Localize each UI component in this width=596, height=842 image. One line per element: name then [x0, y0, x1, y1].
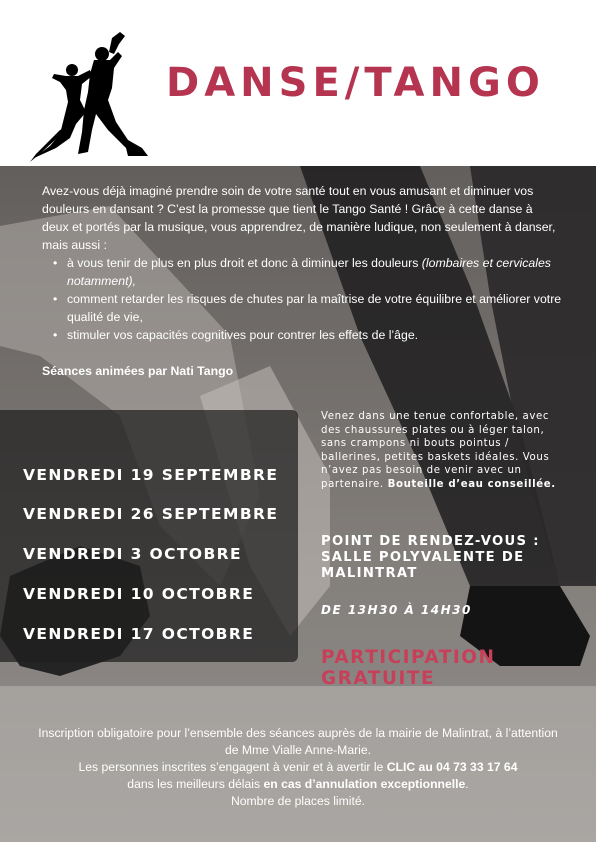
intro-text [42, 182, 562, 344]
commitment-prefix: Les personnes inscrites s’engagent à venir et à avertir le [78, 760, 387, 774]
dress-code-text: Venez dans une tenue confortable, avec des chaussures plates ou à léger talon, sans crampons ni bouts pointus / ballerines, petites baskets idéales. Vous n’avez pas besoin de venir avec un partenaire. [321, 411, 550, 490]
benefits-list [67, 254, 562, 344]
session-date: VENDREDI 26 SEPTEMBRE [23, 505, 279, 523]
animators-line: Séances animées par Nati Tango [42, 364, 234, 378]
tango-couple-silhouette-icon [30, 30, 152, 162]
cancellation-suffix: . [465, 777, 469, 791]
session-date: VENDREDI 10 OCTOBRE [23, 585, 255, 603]
list-item [67, 290, 562, 326]
cancellation-text [30, 776, 566, 793]
water-advice: Bouteille d’eau conseillée. [387, 478, 556, 490]
list-item [67, 326, 562, 344]
bullet-text: à vous tenir de plus en plus droit et donc à diminuer les douleurs [67, 256, 422, 270]
session-hours: DE 13H30 À 14H30 [321, 603, 472, 617]
cancellation-emphasis: en cas d’annulation exceptionnelle [263, 777, 466, 791]
intro-paragraph: Avez-vous déjà imaginé prendre soin de votre santé tout en vous amusant et diminuer vos douleurs en dansant ? C’est la promesse que tient le Tango Santé ! Grâce à cette danse à deux et portés par la musique, vous apprendrez, de manière ludique, non seulement à danser, mais aussi : [42, 184, 556, 252]
session-date: VENDREDI 3 OCTOBRE [23, 545, 242, 563]
registration-text: Inscription obligatoire pour l’ensemble des séances auprès de la mairie de Malintrat, à l’attention de Mme Vialle Anne-Marie. [38, 726, 558, 757]
bullet-note: (lombaires et cervicales notamment), [67, 256, 551, 288]
places-limited: Nombre de places limité. [230, 794, 366, 808]
participation-free: PARTICIPATION GRATUITE [321, 647, 496, 689]
header [0, 0, 596, 166]
clic-contact: CLIC au 04 73 33 17 64 [386, 760, 518, 774]
footer-info [30, 725, 566, 810]
commitment-text [30, 759, 566, 776]
bullet-text: stimuler vos capacités cognitives pour contrer les effets de l’âge. [67, 328, 419, 342]
meeting-point: POINT DE RENDEZ-VOUS : SALLE POLYVALENTE DE MALINTRAT [321, 534, 540, 581]
session-date: VENDREDI 17 OCTOBRE [23, 625, 255, 643]
session-date: VENDREDI 19 SEPTEMBRE [23, 466, 279, 484]
dress-code-info [321, 410, 561, 492]
bullet-text: comment retarder les risques de chutes par la maîtrise de votre équilibre et améliorer votre qualité de vie, [67, 292, 562, 324]
cancellation-prefix: dans les meilleurs délais [127, 777, 264, 791]
list-item [67, 254, 562, 290]
page-title: DANSE/TANGO [166, 60, 545, 106]
